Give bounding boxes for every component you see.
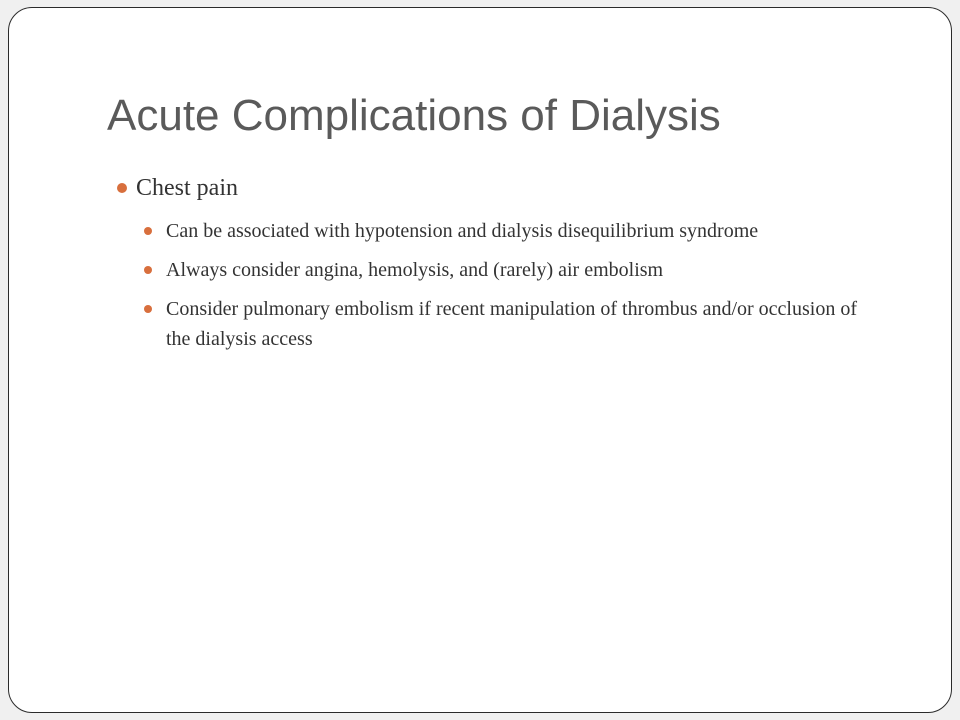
sub-bullet-text: Can be associated with hypotension and dialysis disequilibrium syndrome — [166, 220, 759, 242]
bullet-dot-icon — [144, 227, 152, 235]
slide-content — [107, 172, 877, 363]
bullet-dot-icon — [144, 266, 152, 274]
bullet-item — [107, 172, 877, 354]
sub-bullet-text: Consider pulmonary embolism if recent manipulation of thrombus and/or occlusion of the dialysis access — [166, 298, 857, 350]
sub-bullet-text: Always consider angina, hemolysis, and (rarely) air embolism — [166, 259, 664, 281]
sub-bullet-item — [136, 255, 877, 285]
bullet-list — [107, 172, 877, 354]
sub-bullet-item — [136, 294, 877, 354]
bullet-dot-icon — [117, 183, 127, 193]
bullet-dot-icon — [144, 305, 152, 313]
sub-bullet-item — [136, 216, 877, 246]
slide-title: Acute Complications of Dialysis — [107, 91, 721, 140]
slide — [8, 7, 952, 713]
bullet-text: Chest pain — [136, 175, 238, 201]
sub-bullet-list — [136, 216, 877, 354]
